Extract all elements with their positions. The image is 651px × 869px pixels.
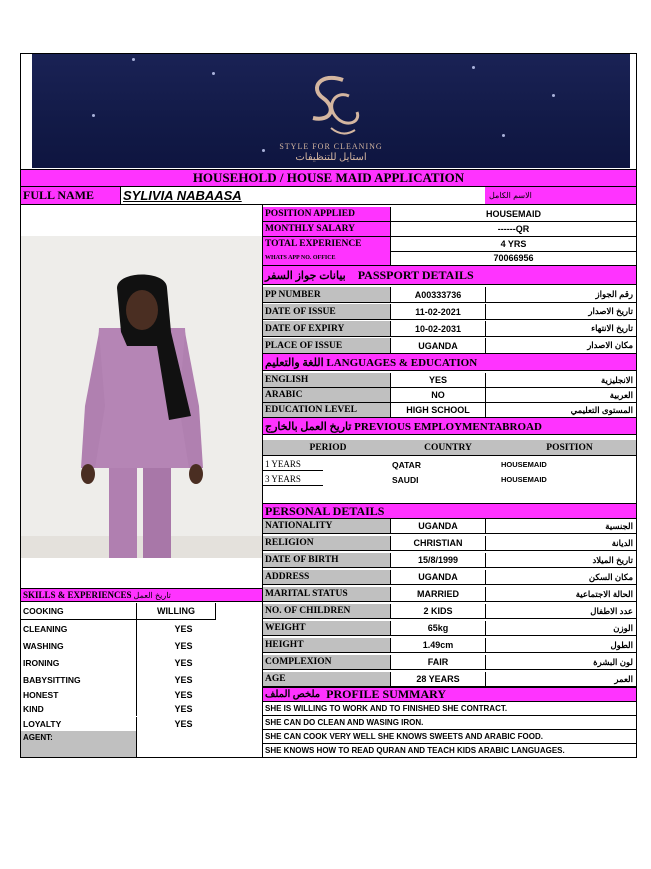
language-value: NO <box>391 388 486 403</box>
employment-position: HOUSEMAID <box>501 460 547 469</box>
skill-label: KIND <box>23 704 44 714</box>
personal-arabic: الديانة <box>486 536 636 551</box>
position-value: HOUSEMAID <box>391 207 636 222</box>
skill-label: HONEST <box>23 690 59 700</box>
personal-label: NO. OF CHILDREN <box>263 604 391 619</box>
personal-arabic: الوزن <box>486 621 636 636</box>
passport-value: UGANDA <box>391 338 486 354</box>
applicant-photo <box>21 236 263 558</box>
passport-value: A00333736 <box>391 287 486 303</box>
full-name-value <box>123 187 483 204</box>
personal-arabic: مكان السكن <box>486 570 636 585</box>
personal-arabic: العمر <box>486 672 636 687</box>
personal-value: 65kg <box>391 621 486 636</box>
personal-label: COMPLEXION <box>263 655 391 670</box>
personal-label: NATIONALITY <box>263 519 391 534</box>
personal-value: UGANDA <box>391 519 486 534</box>
language-arabic: المستوى التعليمي <box>486 403 636 418</box>
language-arabic: العربية <box>486 388 636 403</box>
personal-arabic: عدد الاطفال <box>486 604 636 619</box>
passport-arabic: رقم الجواز <box>486 287 636 303</box>
profile-summary-line: SHE CAN COOK VERY WELL SHE KNOWS SWEETS AND ARABIC FOOD. <box>263 730 636 744</box>
column-country: COUNTRY <box>424 442 472 453</box>
skill-value: YES <box>136 717 230 731</box>
personal-arabic: الحالة الاجتماعية <box>486 587 636 602</box>
passport-label: DATE OF ISSUE <box>263 304 391 320</box>
company-banner <box>32 54 630 168</box>
personal-label: WEIGHT <box>263 621 391 636</box>
skills-header-arabic: تاريخ العمل <box>133 590 171 600</box>
languages-header-text: اللغة والتعليم LANGUAGES & EDUCATION <box>265 356 478 369</box>
profile-summary-line: SHE CAN DO CLEAN AND WASING IRON. <box>263 716 636 730</box>
column-period: PERIOD <box>309 442 347 453</box>
language-arabic: الانجليزية <box>486 373 636 388</box>
personal-arabic: تاريخ الميلاد <box>486 553 636 568</box>
person-photo-icon <box>21 236 263 558</box>
languages-header <box>263 354 636 371</box>
skill-value: YES <box>136 654 230 671</box>
position-label: TOTAL EXPERIENCE <box>263 237 391 252</box>
passport-header-arabic: بيانات جواز السفر <box>265 269 346 282</box>
agent-row <box>21 731 263 757</box>
previous-employment-columns <box>263 440 636 456</box>
skill-value: YES <box>136 688 230 702</box>
position-value: 70066956 <box>391 251 636 266</box>
profile-summary-header-text: PROFILE SUMMARY <box>326 687 447 701</box>
full-name-text: SYLIVIA NABAASA <box>123 188 242 203</box>
form-title <box>21 169 636 187</box>
column-position: POSITION <box>546 442 593 453</box>
passport-value: 11-02-2021 <box>391 304 486 320</box>
personal-label: ADDRESS <box>263 570 391 585</box>
personal-label: DATE OF BIRTH <box>263 553 391 568</box>
skill-label: LOYALTY <box>23 719 62 729</box>
personal-value: CHRISTIAN <box>391 536 486 551</box>
language-label: ENGLISH <box>263 373 391 388</box>
personal-value: FAIR <box>391 655 486 670</box>
skill-label: CLEANING <box>23 623 68 634</box>
personal-arabic: الجنسية <box>486 519 636 534</box>
skill-value: WILLING <box>136 603 216 620</box>
employment-country: QATAR <box>392 459 421 470</box>
skill-label: BABYSITTING <box>23 674 81 685</box>
previous-employment-header <box>263 418 636 435</box>
application-form <box>20 53 637 758</box>
position-label: POSITION APPLIED <box>263 207 391 222</box>
employment-country: SAUDI <box>392 474 419 485</box>
personal-value: 15/8/1999 <box>391 553 486 568</box>
skill-value: YES <box>136 702 230 716</box>
language-value: HIGH SCHOOL <box>391 403 486 418</box>
company-logo-icon <box>291 66 371 146</box>
logo-line-english: STYLE FOR CLEANING <box>279 142 383 151</box>
passport-header <box>263 266 636 285</box>
passport-arabic: تاريخ الاصدار <box>486 304 636 320</box>
skill-value: YES <box>136 620 230 637</box>
personal-label: HEIGHT <box>263 638 391 653</box>
profile-summary-line: SHE KNOWS HOW TO READ QURAN AND TEACH KIDS ARABIC LANGUAGES. <box>263 744 636 758</box>
skills-header <box>21 588 263 602</box>
passport-label: PLACE OF ISSUE <box>263 338 391 354</box>
passport-arabic: تاريخ الانتهاء <box>486 321 636 337</box>
passport-label: DATE OF EXPIRY <box>263 321 391 337</box>
passport-header-text: PASSPORT DETAILS <box>357 267 474 282</box>
agent-value[interactable] <box>136 731 263 757</box>
form-title-text: HOUSEHOLD / HOUSE MAID APPLICATION <box>192 170 465 185</box>
logo-line-arabic: استايل للتنظيفات <box>295 152 367 163</box>
employment-position: HOUSEMAID <box>501 475 547 484</box>
personal-value: MARRIED <box>391 587 486 602</box>
skill-label: WASHING <box>23 640 64 651</box>
profile-summary-header-arabic: ملخص الملف <box>265 689 321 700</box>
position-value: 4 YRS <box>391 237 636 252</box>
profile-summary-line: SHE IS WILLING TO WORK AND TO FINISHED SHE CONTRACT. <box>263 702 636 716</box>
full-name-label: FULL NAME <box>21 187 121 204</box>
language-label: ARABIC <box>263 388 391 403</box>
language-label: EDUCATION LEVEL <box>263 403 391 418</box>
skill-label: IRONING <box>23 657 60 668</box>
passport-label: PP NUMBER <box>263 287 391 303</box>
personal-value: 1.49cm <box>391 638 486 653</box>
previous-employment-header-text: تاريخ العمل بالخارج PREVIOUS EMPLOYMENTABROAD <box>265 420 542 433</box>
position-label: MONTHLY SALARY <box>263 222 391 237</box>
profile-summary-header <box>263 687 636 702</box>
passport-arabic: مكان الاصدار <box>486 338 636 354</box>
personal-value: 2 KIDS <box>391 604 486 619</box>
employment-period: 1 YEARS <box>263 458 323 471</box>
full-name-row <box>21 187 636 205</box>
personal-arabic: الطول <box>486 638 636 653</box>
personal-details-header-text: PERSONAL DETAILS <box>265 503 385 518</box>
passport-value: 10-02-2031 <box>391 321 486 337</box>
personal-label: MARITAL STATUS <box>263 587 391 602</box>
skill-label: COOKING <box>21 603 136 620</box>
personal-value: 28 YEARS <box>391 672 486 687</box>
skill-value: YES <box>136 671 230 688</box>
employment-period: 3 YEARS <box>263 473 323 486</box>
language-value: YES <box>391 373 486 388</box>
position-value: ------QR <box>391 222 636 237</box>
personal-label: AGE <box>263 672 391 687</box>
personal-details-header <box>263 503 636 519</box>
personal-value: UGANDA <box>391 570 486 585</box>
personal-arabic: لون البشرة <box>486 655 636 670</box>
skill-value: YES <box>136 637 230 654</box>
skills-header-text: SKILLS & EXPERIENCES <box>23 590 132 600</box>
full-name-arabic: الاسم الكامل <box>485 187 636 204</box>
agent-label: AGENT: <box>21 731 136 757</box>
position-label: WHATS APP NO. OFFICE <box>263 251 391 266</box>
personal-label: RELIGION <box>263 536 391 551</box>
